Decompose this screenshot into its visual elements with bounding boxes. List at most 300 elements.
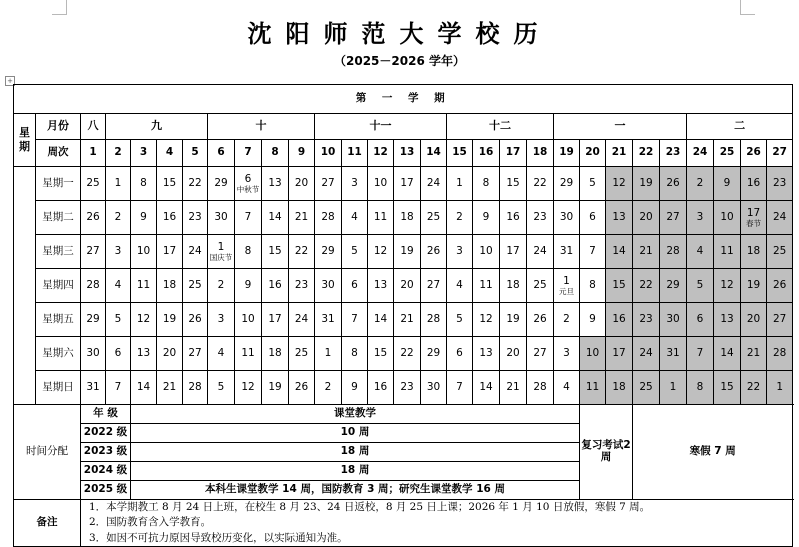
month-cell: 十二: [447, 114, 554, 140]
date-cell: [473, 337, 500, 371]
date-cell: [131, 371, 157, 405]
date-cell: [315, 167, 342, 201]
date-cell: [580, 371, 606, 405]
week-number-cell: 13: [394, 140, 421, 167]
date-cell: [580, 167, 606, 201]
date-cell: [606, 201, 633, 235]
date-number: 27: [321, 176, 335, 189]
date-cell: [289, 303, 315, 337]
date-number: 28: [426, 312, 441, 325]
date-cell: [473, 167, 500, 201]
week-number-cell: 12: [368, 140, 394, 167]
date-cell: [527, 269, 554, 303]
date-number: 2: [114, 210, 122, 223]
date-cell: [81, 269, 106, 303]
date-number: 25: [86, 176, 100, 189]
date-number: 19: [639, 176, 653, 189]
date-number: 2: [217, 278, 225, 291]
date-number: 22: [400, 346, 414, 359]
date-cell: [235, 235, 262, 269]
date-cell: [500, 167, 527, 201]
date-number: 10: [373, 176, 388, 189]
date-cell: [235, 167, 262, 201]
date-number: 8: [589, 278, 596, 291]
date-cell: [447, 167, 473, 201]
week-number-cell: 21: [606, 140, 633, 167]
date-cell: [447, 235, 473, 269]
date-cell: [421, 371, 447, 405]
date-number: 14: [479, 380, 493, 393]
date-number: 27: [533, 346, 547, 359]
date-cell: [315, 371, 342, 405]
date-cell: [368, 269, 394, 303]
date-cell: [580, 201, 606, 235]
date-number: 14: [136, 380, 151, 393]
week-number-cell: 15: [447, 140, 473, 167]
date-number: 19: [268, 380, 282, 393]
date-cell: [633, 201, 660, 235]
month-cell: 二: [687, 114, 793, 140]
date-number: 20: [506, 346, 520, 359]
date-cell: [157, 371, 183, 405]
date-number: 10: [241, 312, 255, 325]
weekday-side-label: [14, 167, 36, 405]
date-cell: [580, 337, 606, 371]
date-number: 10: [585, 346, 600, 359]
grade-cell: 2025 级: [81, 481, 131, 500]
date-number: 17: [162, 244, 177, 257]
date-cell: [208, 235, 235, 269]
date-number: 8: [696, 380, 704, 393]
remarks-content: [81, 500, 793, 547]
date-number: 24: [294, 312, 309, 325]
date-cell: [262, 303, 289, 337]
date-number: 5: [456, 312, 463, 325]
date-cell: [554, 303, 580, 337]
date-cell: [183, 235, 208, 269]
date-cell: [527, 201, 554, 235]
week-number-cell: 18: [527, 140, 554, 167]
date-cell: [500, 303, 527, 337]
time-allocation-text: 时间分配: [26, 445, 68, 458]
date-number: 13: [268, 176, 282, 189]
date-number: 10: [720, 210, 734, 223]
date-cell: [660, 337, 687, 371]
academic-year-subtitle: （2025－2026 学年）: [334, 54, 465, 68]
grade-cell: 2024 级: [81, 462, 131, 481]
date-cell: [262, 269, 289, 303]
date-number: 23: [639, 312, 653, 325]
week-number-cell: 23: [660, 140, 687, 167]
date-number: 7: [351, 312, 358, 325]
date-cell: [262, 235, 289, 269]
date-cell: [633, 235, 660, 269]
week-number-cell: 25: [714, 140, 741, 167]
date-number: 26: [426, 244, 441, 257]
date-number: 27: [188, 346, 202, 359]
date-cell: [660, 269, 687, 303]
date-number: 21: [294, 210, 309, 223]
date-cell: [394, 201, 421, 235]
date-cell: [527, 337, 554, 371]
date-number: 1: [776, 380, 784, 393]
date-number: 1: [669, 380, 677, 393]
date-number: 12: [720, 278, 734, 291]
date-number: 29: [214, 176, 228, 189]
date-number: 19: [506, 312, 520, 325]
date-number: 1: [114, 176, 122, 189]
date-cell: [208, 269, 235, 303]
date-cell: [106, 337, 131, 371]
remark-item: 3．如因不可抗力原因导致校历变化，以实际通知为准。: [89, 531, 348, 544]
weekday-label: 星期一: [36, 167, 81, 201]
date-cell: [527, 371, 554, 405]
date-number: 27: [772, 312, 787, 325]
date-number: 26: [772, 278, 787, 291]
date-number: 15: [373, 346, 388, 359]
remark-item: 1．本学期教工 8 月 24 日上班，在校生 8 月 23、24 日返校，8 月 25 日上课；2026 年 1 月 10 日放假，寒假 7 周。: [89, 501, 651, 514]
date-number: 21: [162, 380, 177, 393]
date-number: 31: [559, 244, 574, 257]
date-number: 1: [324, 346, 332, 359]
date-number: 28: [321, 210, 335, 223]
date-cell: [368, 371, 394, 405]
date-number: 10: [136, 244, 151, 257]
date-cell: [527, 235, 554, 269]
date-cell: [183, 167, 208, 201]
date-number: 16: [373, 380, 388, 393]
date-number: 3: [696, 210, 704, 223]
date-number: 7: [696, 346, 704, 359]
date-cell: [81, 167, 106, 201]
date-number: 24: [639, 346, 653, 359]
date-number: 22: [188, 176, 202, 189]
date-cell: [687, 235, 714, 269]
date-number: 6: [589, 210, 596, 223]
date-cell: [606, 167, 633, 201]
date-number: 1: [217, 240, 225, 253]
date-number: 10: [479, 244, 493, 257]
date-number: 12: [136, 312, 151, 325]
date-cell: [606, 303, 633, 337]
date-number: 3: [351, 176, 358, 189]
date-cell: [767, 337, 793, 371]
week-number-cell: 7: [235, 140, 262, 167]
weekday-label: 星期四: [36, 269, 81, 303]
date-number: 15: [506, 176, 520, 189]
date-cell: [741, 337, 767, 371]
date-cell: [106, 167, 131, 201]
date-cell: [183, 371, 208, 405]
date-number: 4: [114, 278, 122, 291]
date-cell: [157, 201, 183, 235]
date-cell: [741, 303, 767, 337]
date-number: 18: [162, 278, 177, 291]
month-cell: 十: [208, 114, 315, 140]
date-number: 4: [563, 380, 570, 393]
date-number: 8: [482, 176, 490, 189]
date-number: 3: [114, 244, 122, 257]
date-cell: [289, 371, 315, 405]
week-number-cell: 4: [157, 140, 183, 167]
date-cell: [767, 303, 793, 337]
date-cell: [633, 303, 660, 337]
date-cell: [767, 269, 793, 303]
date-number: 14: [268, 210, 282, 223]
date-number: 29: [426, 346, 441, 359]
date-cell: [447, 201, 473, 235]
remark-item: 2．国防教育含入学教育。: [89, 516, 212, 529]
date-cell: [394, 337, 421, 371]
date-cell: [606, 269, 633, 303]
date-number: 24: [772, 210, 787, 223]
date-cell: [183, 303, 208, 337]
date-number: 16: [746, 176, 761, 189]
date-cell: [767, 167, 793, 201]
date-cell: [81, 371, 106, 405]
date-cell: [315, 269, 342, 303]
date-number: 27: [666, 210, 680, 223]
date-cell: [208, 167, 235, 201]
date-number: 28: [533, 380, 547, 393]
week-number-cell: 26: [741, 140, 767, 167]
date-number: 9: [140, 210, 147, 223]
date-number: 26: [188, 312, 202, 325]
date-number: 8: [351, 346, 358, 359]
week-number-cell: 10: [315, 140, 342, 167]
date-number: 11: [373, 210, 388, 223]
date-number: 4: [217, 346, 225, 359]
remarks-label: 备注: [14, 500, 81, 547]
date-cell: [714, 167, 741, 201]
date-number: 12: [612, 176, 626, 189]
date-cell: [208, 337, 235, 371]
date-cell: [157, 337, 183, 371]
date-cell: [394, 303, 421, 337]
date-cell: [131, 337, 157, 371]
date-number: 28: [666, 244, 680, 257]
date-cell: [342, 167, 368, 201]
date-number: 4: [456, 278, 463, 291]
date-number: 18: [400, 210, 414, 223]
date-cell: [500, 201, 527, 235]
weekday-label: 星期六: [36, 337, 81, 371]
date-cell: [660, 303, 687, 337]
date-cell: [421, 167, 447, 201]
date-cell: [342, 235, 368, 269]
date-cell: [687, 167, 714, 201]
date-cell: [421, 337, 447, 371]
date-cell: [687, 201, 714, 235]
date-number: 9: [351, 380, 358, 393]
date-number: 16: [612, 312, 626, 325]
date-cell: [315, 201, 342, 235]
date-cell: [106, 201, 131, 235]
date-number: 15: [720, 380, 734, 393]
date-cell: [714, 337, 741, 371]
table-move-handle-icon[interactable]: +: [5, 76, 15, 86]
date-cell: [741, 235, 767, 269]
date-number: 9: [723, 176, 731, 189]
date-number: 29: [666, 278, 680, 291]
date-cell: [741, 201, 767, 235]
week-number-cell: 22: [633, 140, 660, 167]
date-number: 28: [188, 380, 202, 393]
date-number: 31: [666, 346, 680, 359]
week-number-cell: 11: [342, 140, 368, 167]
date-number: 25: [772, 244, 787, 257]
date-number: 3: [563, 346, 570, 359]
date-cell: [421, 235, 447, 269]
date-number: 15: [162, 176, 177, 189]
date-number: 5: [114, 312, 122, 325]
date-cell: [183, 269, 208, 303]
date-number: 13: [373, 278, 388, 291]
date-number: 2: [563, 312, 570, 325]
date-number: 23: [400, 380, 414, 393]
date-cell: [421, 269, 447, 303]
date-number: 8: [140, 176, 147, 189]
date-cell: [714, 201, 741, 235]
date-cell: [131, 269, 157, 303]
weekday-label: 星期日: [36, 371, 81, 405]
date-cell: [394, 269, 421, 303]
date-number: 13: [136, 346, 151, 359]
date-cell: [183, 337, 208, 371]
date-cell: [394, 371, 421, 405]
grade-header: 年 级: [81, 405, 131, 424]
week-header: 周次: [36, 140, 81, 167]
date-number: 6: [456, 346, 463, 359]
semester-title: 第 一 学 期: [14, 85, 793, 114]
date-number: 13: [720, 312, 734, 325]
month-cell: 九: [106, 114, 208, 140]
date-number: 30: [321, 278, 335, 291]
date-cell: [767, 371, 793, 405]
date-cell: [714, 269, 741, 303]
week-number-cell: 20: [580, 140, 606, 167]
month-header: 月份: [36, 114, 81, 140]
month-cell: 八: [81, 114, 106, 140]
date-number: 17: [746, 206, 761, 219]
date-number: 14: [373, 312, 388, 325]
holiday-note: 国庆节: [209, 252, 233, 262]
date-number: 5: [351, 244, 358, 257]
date-cell: [447, 337, 473, 371]
date-cell: [473, 371, 500, 405]
winter-break-cell: 寒假 7 周: [633, 405, 793, 500]
holiday-note: 春节: [746, 218, 761, 228]
date-cell: [633, 371, 660, 405]
date-number: 30: [666, 312, 680, 325]
date-cell: [131, 167, 157, 201]
date-cell: [235, 269, 262, 303]
date-cell: [208, 201, 235, 235]
exam-review-cell: 复习考试2周: [580, 405, 633, 500]
page-corner-mark-left: [52, 0, 67, 15]
date-number: 29: [86, 312, 100, 325]
date-cell: [473, 269, 500, 303]
date-cell: [262, 201, 289, 235]
date-number: 25: [533, 278, 547, 291]
weekday-header: 星期: [14, 114, 36, 167]
date-cell: [157, 167, 183, 201]
date-number: 20: [746, 312, 761, 325]
date-cell: [262, 337, 289, 371]
date-cell: [606, 337, 633, 371]
date-cell: [131, 235, 157, 269]
date-number: 29: [321, 244, 335, 257]
week-number-cell: 19: [554, 140, 580, 167]
date-number: 16: [162, 210, 177, 223]
date-cell: [342, 269, 368, 303]
date-number: 18: [612, 380, 626, 393]
week-number-cell: 2: [106, 140, 131, 167]
school-calendar-table: [13, 84, 793, 547]
date-number: 20: [162, 346, 177, 359]
date-cell: [687, 303, 714, 337]
date-number: 17: [612, 346, 626, 359]
date-number: 21: [746, 346, 761, 359]
date-cell: [554, 201, 580, 235]
date-number: 23: [772, 176, 787, 189]
date-cell: [554, 235, 580, 269]
date-cell: [368, 303, 394, 337]
date-cell: [368, 167, 394, 201]
teaching-weeks-cell: 本科生课堂教学 14 周，国防教育 3 周；研究生课堂教学 16 周: [131, 481, 580, 500]
date-cell: [580, 303, 606, 337]
date-number: 22: [746, 380, 761, 393]
date-number: 18: [746, 244, 761, 257]
date-cell: [527, 303, 554, 337]
date-cell: [106, 371, 131, 405]
date-cell: [81, 303, 106, 337]
date-number: 26: [294, 380, 309, 393]
date-number: 19: [162, 312, 177, 325]
week-number-cell: 17: [500, 140, 527, 167]
date-cell: [741, 371, 767, 405]
teaching-weeks-cell: 18 周: [131, 462, 580, 481]
date-cell: [741, 167, 767, 201]
date-number: 30: [559, 210, 574, 223]
date-cell: [289, 269, 315, 303]
teaching-weeks-cell: 18 周: [131, 443, 580, 462]
date-number: 1: [563, 274, 570, 287]
date-number: 11: [241, 346, 255, 359]
date-cell: [262, 167, 289, 201]
date-cell: [342, 337, 368, 371]
week-number-cell: 14: [421, 140, 447, 167]
date-cell: [500, 269, 527, 303]
date-number: 7: [114, 380, 122, 393]
date-cell: [580, 235, 606, 269]
date-cell: [368, 337, 394, 371]
date-number: 30: [86, 346, 100, 359]
date-number: 6: [696, 312, 704, 325]
date-number: 11: [479, 278, 493, 291]
date-number: 23: [294, 278, 309, 291]
date-cell: [741, 269, 767, 303]
date-number: 9: [482, 210, 490, 223]
week-number-cell: 16: [473, 140, 500, 167]
teaching-weeks-cell: 10 周: [131, 424, 580, 443]
date-cell: [714, 303, 741, 337]
date-cell: [315, 235, 342, 269]
date-number: 6: [114, 346, 122, 359]
date-cell: [687, 337, 714, 371]
date-number: 13: [612, 210, 626, 223]
week-number-cell: 24: [687, 140, 714, 167]
